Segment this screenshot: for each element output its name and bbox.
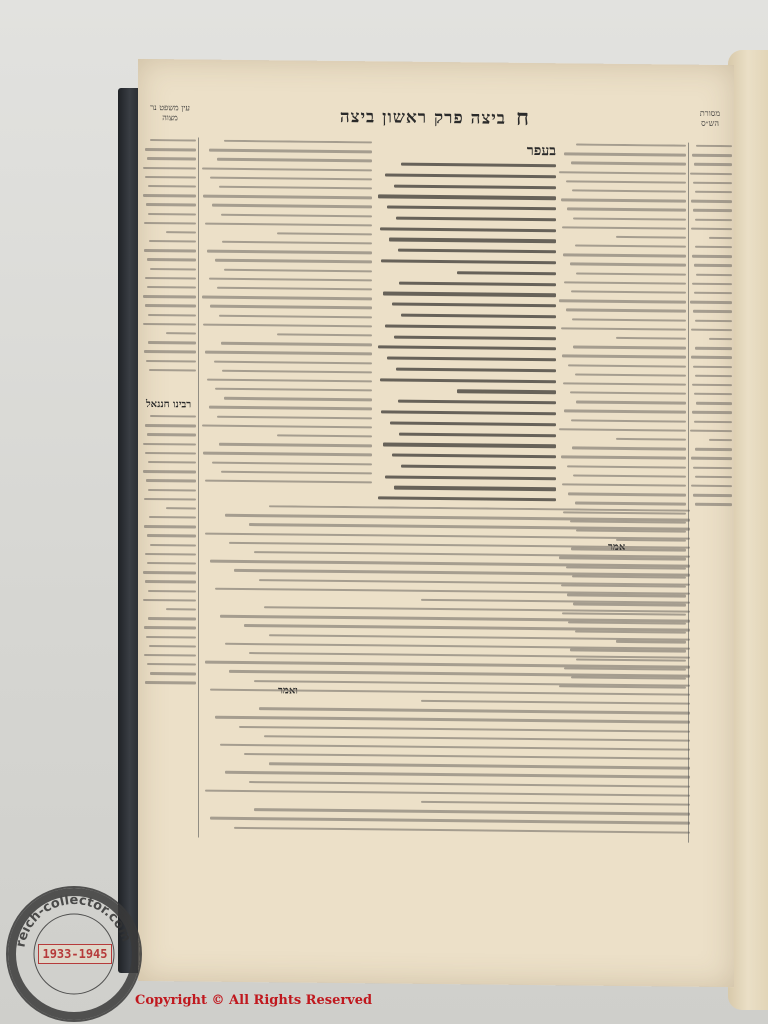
text-line bbox=[144, 249, 196, 252]
text-line bbox=[144, 350, 196, 353]
text-line bbox=[575, 245, 686, 249]
text-line bbox=[561, 198, 686, 202]
text-line bbox=[693, 181, 732, 184]
stamp-ring-text: reich-collector.com bbox=[13, 892, 134, 949]
text-line bbox=[690, 172, 732, 175]
text-line bbox=[691, 485, 732, 488]
text-line bbox=[573, 474, 686, 478]
text-line bbox=[396, 216, 556, 221]
text-line bbox=[559, 428, 686, 432]
text-line bbox=[401, 163, 556, 168]
text-line bbox=[693, 466, 732, 469]
text-line bbox=[277, 232, 372, 235]
text-line bbox=[144, 626, 196, 629]
text-line bbox=[147, 663, 196, 666]
text-line bbox=[380, 378, 556, 383]
text-line bbox=[249, 781, 690, 788]
text-line bbox=[576, 143, 686, 147]
text-line bbox=[220, 744, 690, 751]
text-line bbox=[202, 296, 372, 300]
text-line bbox=[264, 606, 690, 613]
text-line bbox=[385, 324, 556, 329]
text-line bbox=[696, 145, 732, 148]
text-line bbox=[380, 227, 556, 232]
text-line bbox=[203, 452, 372, 456]
text-line bbox=[146, 203, 196, 206]
text-line bbox=[559, 171, 686, 175]
text-line bbox=[210, 817, 690, 824]
text-line bbox=[145, 176, 196, 179]
text-line bbox=[148, 185, 196, 188]
text-line bbox=[217, 287, 372, 291]
text-line bbox=[277, 434, 372, 437]
text-line bbox=[146, 635, 196, 638]
column-divider-left bbox=[198, 138, 199, 838]
text-line bbox=[695, 191, 732, 194]
text-line bbox=[457, 390, 556, 394]
text-line bbox=[392, 454, 556, 459]
text-line bbox=[214, 360, 372, 364]
text-line bbox=[576, 272, 686, 276]
text-line bbox=[222, 369, 372, 373]
text-line bbox=[221, 470, 372, 474]
text-line bbox=[566, 180, 686, 184]
collector-stamp bbox=[6, 886, 142, 1022]
text-line bbox=[147, 534, 196, 537]
ein-mishpat-notes bbox=[142, 139, 196, 390]
text-line bbox=[249, 652, 690, 659]
text-line bbox=[396, 367, 556, 372]
text-line bbox=[210, 560, 690, 567]
text-line bbox=[150, 268, 196, 271]
stamp-date: 1933-1945 bbox=[38, 944, 112, 964]
text-line bbox=[421, 801, 691, 806]
text-line bbox=[212, 204, 372, 208]
text-line bbox=[143, 571, 196, 574]
left-margin-header: עין משפט נר מצוה bbox=[150, 103, 190, 123]
text-line bbox=[143, 194, 196, 197]
copyright-watermark: Copyright © All Rights Reserved bbox=[135, 993, 373, 1008]
text-line bbox=[567, 208, 686, 212]
text-line bbox=[572, 318, 686, 322]
text-line bbox=[390, 421, 556, 426]
running-title: ביצה פרק ראשון ביצה bbox=[339, 106, 506, 129]
folio-number: ח bbox=[515, 104, 529, 131]
text-line bbox=[692, 255, 732, 258]
text-line bbox=[457, 271, 556, 275]
text-line bbox=[401, 314, 556, 319]
text-line bbox=[695, 319, 732, 322]
text-line bbox=[572, 447, 686, 451]
text-line bbox=[254, 551, 690, 558]
text-line bbox=[571, 162, 686, 166]
text-line bbox=[219, 443, 372, 447]
text-line bbox=[205, 480, 372, 484]
text-line bbox=[217, 158, 372, 162]
text-line bbox=[691, 356, 732, 359]
text-line bbox=[694, 264, 732, 267]
text-line bbox=[145, 277, 196, 280]
text-line bbox=[563, 254, 686, 258]
next-page-edge bbox=[728, 50, 768, 1010]
text-line bbox=[148, 488, 196, 491]
text-line bbox=[145, 580, 196, 583]
text-line bbox=[145, 424, 196, 427]
text-line bbox=[143, 442, 196, 445]
text-line bbox=[148, 314, 196, 317]
text-line bbox=[146, 479, 196, 482]
text-line bbox=[576, 401, 686, 405]
text-line bbox=[694, 163, 732, 166]
text-line bbox=[571, 419, 686, 423]
text-line bbox=[566, 309, 686, 313]
text-line bbox=[166, 507, 196, 510]
text-line bbox=[616, 438, 686, 441]
text-line bbox=[143, 599, 196, 602]
text-line bbox=[202, 167, 372, 171]
text-line bbox=[394, 335, 556, 340]
text-line bbox=[616, 236, 686, 239]
text-line bbox=[249, 523, 690, 530]
text-line bbox=[695, 246, 732, 249]
text-line bbox=[215, 259, 372, 263]
text-line bbox=[572, 189, 686, 193]
text-line bbox=[562, 355, 686, 359]
text-line bbox=[575, 373, 686, 377]
text-line bbox=[696, 273, 732, 276]
text-line bbox=[709, 439, 732, 442]
text-line bbox=[234, 569, 690, 576]
text-line bbox=[150, 672, 196, 675]
text-line bbox=[399, 281, 556, 286]
text-line bbox=[148, 341, 196, 344]
text-line bbox=[147, 286, 196, 289]
text-line bbox=[210, 688, 690, 695]
text-line bbox=[205, 351, 372, 355]
text-line bbox=[709, 338, 732, 341]
text-line bbox=[147, 157, 196, 160]
right-margin-notes bbox=[690, 145, 732, 845]
lower-commentary bbox=[200, 505, 690, 840]
text-line bbox=[207, 378, 372, 382]
svg-text:reich-collector.com bbox=[13, 893, 133, 948]
text-line bbox=[147, 562, 196, 565]
text-line bbox=[394, 184, 556, 189]
gemara-text-block bbox=[376, 141, 556, 503]
text-line bbox=[145, 681, 196, 684]
text-line bbox=[269, 762, 690, 769]
text-line bbox=[225, 514, 691, 521]
text-line bbox=[149, 516, 196, 519]
text-line bbox=[383, 443, 556, 448]
text-line bbox=[222, 241, 372, 245]
text-line bbox=[244, 753, 690, 760]
right-margin-header: מסורת הש״ס bbox=[699, 108, 721, 128]
text-line bbox=[166, 332, 196, 335]
text-line bbox=[695, 503, 732, 506]
text-line bbox=[212, 461, 372, 465]
text-line bbox=[149, 645, 196, 648]
rabbeinu-chananel-text bbox=[142, 415, 196, 706]
column-divider-right bbox=[688, 143, 689, 843]
text-line bbox=[150, 139, 196, 142]
text-line bbox=[143, 166, 196, 169]
text-line bbox=[144, 222, 196, 225]
text-line bbox=[695, 347, 732, 350]
text-line bbox=[385, 173, 556, 178]
text-line bbox=[389, 238, 556, 243]
text-line bbox=[149, 369, 196, 372]
text-line bbox=[421, 700, 691, 705]
text-line bbox=[568, 493, 686, 497]
text-line bbox=[145, 148, 196, 151]
text-line bbox=[229, 670, 690, 677]
text-line bbox=[259, 579, 690, 586]
text-line bbox=[143, 295, 196, 298]
text-line bbox=[394, 486, 556, 491]
text-line bbox=[219, 186, 372, 190]
text-line bbox=[209, 406, 372, 410]
text-line bbox=[264, 735, 690, 742]
text-line bbox=[145, 452, 196, 455]
text-line bbox=[203, 195, 372, 199]
text-line bbox=[694, 420, 732, 423]
text-line bbox=[225, 643, 691, 650]
text-line bbox=[616, 337, 686, 340]
text-line bbox=[398, 249, 556, 254]
text-line bbox=[205, 789, 690, 796]
text-line bbox=[690, 429, 732, 432]
text-line bbox=[210, 176, 372, 180]
text-line bbox=[209, 149, 372, 153]
text-line bbox=[239, 725, 690, 732]
text-line bbox=[150, 415, 196, 418]
text-line bbox=[150, 544, 196, 547]
text-line bbox=[559, 299, 686, 303]
text-line bbox=[567, 465, 686, 469]
text-line bbox=[144, 654, 196, 657]
text-line bbox=[205, 532, 690, 539]
rabbeinu-chananel-title: רבינו חננאל bbox=[146, 398, 192, 411]
text-line bbox=[205, 222, 372, 226]
text-line bbox=[564, 281, 686, 285]
text-line bbox=[254, 680, 690, 687]
text-line bbox=[145, 553, 196, 556]
text-line bbox=[561, 456, 686, 460]
gemara-opening-word: בעפר bbox=[526, 142, 556, 160]
text-line bbox=[401, 465, 556, 470]
text-line bbox=[571, 290, 686, 294]
text-line bbox=[147, 258, 196, 261]
text-line bbox=[392, 303, 556, 308]
text-line bbox=[229, 542, 690, 549]
talmud-page bbox=[138, 59, 734, 987]
text-line bbox=[378, 497, 556, 502]
text-line bbox=[166, 231, 196, 234]
text-line bbox=[399, 432, 556, 437]
text-line bbox=[215, 716, 690, 723]
page-header bbox=[138, 99, 734, 135]
text-line bbox=[695, 218, 732, 221]
text-line bbox=[148, 590, 196, 593]
text-line bbox=[693, 310, 732, 313]
text-line bbox=[383, 292, 556, 297]
text-line bbox=[254, 808, 690, 815]
text-line bbox=[695, 374, 732, 377]
text-line bbox=[564, 153, 686, 157]
text-line bbox=[209, 277, 372, 281]
text-line bbox=[692, 154, 732, 157]
text-line bbox=[215, 388, 372, 392]
text-line bbox=[202, 424, 372, 428]
text-line bbox=[694, 393, 732, 396]
text-line bbox=[144, 525, 196, 528]
text-line bbox=[148, 212, 196, 215]
text-line bbox=[166, 608, 196, 611]
text-line bbox=[692, 411, 732, 414]
text-line bbox=[570, 263, 686, 267]
text-line bbox=[149, 240, 196, 243]
text-line bbox=[148, 461, 196, 464]
text-line bbox=[277, 333, 372, 336]
text-line bbox=[562, 483, 686, 487]
text-line bbox=[387, 357, 556, 362]
text-line bbox=[692, 282, 732, 285]
text-line bbox=[148, 617, 196, 620]
text-line bbox=[269, 634, 690, 641]
text-line bbox=[421, 599, 691, 604]
text-line bbox=[561, 327, 686, 331]
text-line bbox=[224, 397, 372, 401]
text-line bbox=[234, 826, 690, 833]
text-line bbox=[221, 213, 372, 217]
text-line bbox=[203, 323, 372, 327]
text-line bbox=[562, 226, 686, 230]
text-line bbox=[695, 475, 732, 478]
text-line bbox=[224, 268, 372, 272]
text-line bbox=[225, 771, 691, 778]
text-line bbox=[144, 498, 196, 501]
text-line bbox=[692, 384, 732, 387]
text-line bbox=[568, 364, 686, 368]
text-line bbox=[210, 305, 372, 309]
text-line bbox=[709, 237, 732, 240]
text-line bbox=[145, 304, 196, 307]
text-line bbox=[143, 323, 196, 326]
text-line bbox=[691, 227, 732, 230]
text-line bbox=[221, 342, 372, 346]
text-line bbox=[690, 301, 732, 304]
text-line bbox=[259, 707, 690, 714]
text-line bbox=[575, 502, 686, 506]
text-line bbox=[564, 410, 686, 414]
text-line bbox=[215, 587, 690, 594]
text-line bbox=[695, 448, 732, 451]
text-line bbox=[146, 359, 196, 362]
text-line bbox=[693, 494, 732, 497]
text-line bbox=[381, 259, 556, 264]
text-line bbox=[385, 475, 556, 480]
text-line bbox=[573, 217, 686, 221]
text-line bbox=[378, 195, 556, 200]
text-line bbox=[691, 457, 732, 460]
text-line bbox=[378, 346, 556, 351]
text-line bbox=[219, 314, 372, 318]
text-line bbox=[573, 346, 686, 350]
text-line bbox=[694, 292, 732, 295]
text-line bbox=[381, 410, 556, 415]
text-line bbox=[207, 250, 372, 254]
text-line bbox=[147, 433, 196, 436]
text-line bbox=[205, 661, 690, 668]
text-line bbox=[693, 209, 732, 212]
text-line bbox=[398, 400, 556, 405]
text-line bbox=[696, 402, 732, 405]
text-line bbox=[217, 415, 372, 419]
text-line bbox=[693, 365, 732, 368]
text-line bbox=[220, 615, 690, 622]
text-line bbox=[570, 391, 686, 395]
text-line bbox=[691, 328, 732, 331]
text-line bbox=[244, 624, 690, 631]
text-line bbox=[224, 140, 372, 144]
text-line bbox=[563, 382, 686, 386]
text-line bbox=[143, 470, 196, 473]
text-line bbox=[691, 200, 732, 203]
text-line bbox=[387, 206, 556, 211]
